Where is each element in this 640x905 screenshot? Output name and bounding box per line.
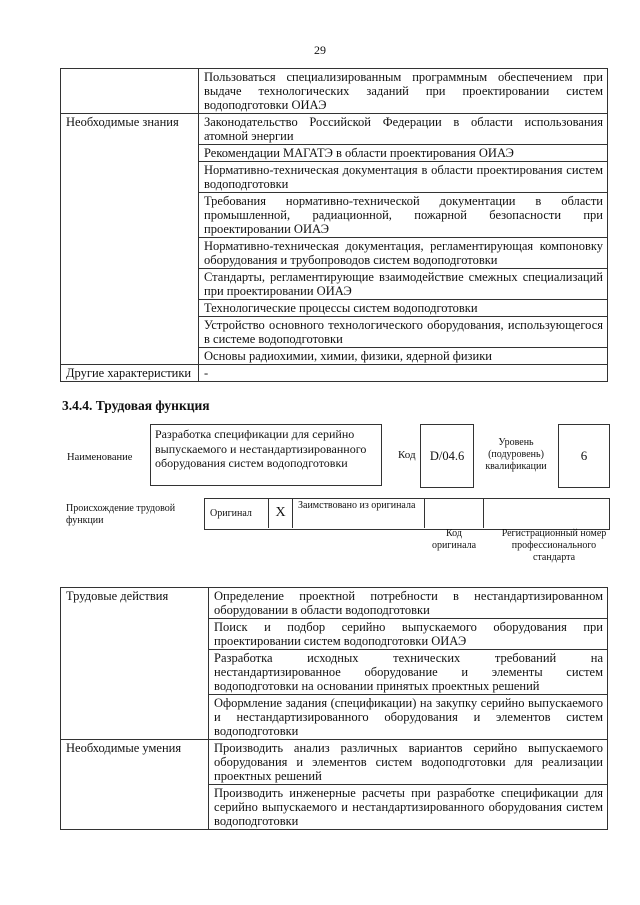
table-row [61,114,608,145]
row-item: Разработка исходных технических требований на нестандартизированное оборудование и элементы систем водоподготовки на основании принятых проектных решений [209,650,608,695]
reg-caption: Регистрационный номер профессионального стандарта [501,528,607,563]
row-item: Нормативно-техническая документация в области проектирования систем водоподготовки [199,162,608,193]
row-item: Стандарты, регламентирующие взаимодействие смежных специализаций при проектировании ОИАЭ [199,269,608,300]
top-table [60,68,608,382]
name-value: Разработка спецификации для серийно выпускаемого и нестандартизированного оборудования систем водоподготовки [150,424,382,486]
table-row [61,588,608,619]
row-label-other: Другие характеристики [61,365,199,382]
level-label: Уровень (подуровень) квалификации [485,437,547,472]
row-label-knowledge: Необходимые знания [61,114,199,365]
level-value: 6 [558,424,610,488]
row-item: Устройство основного технологического оборудования, использующегося в системе водоподготовки [199,317,608,348]
table-row [61,69,608,114]
row-item: Технологические процессы систем водоподготовки [199,300,608,317]
code-label: Код [398,449,416,461]
code-value: D/04.6 [420,424,474,488]
code-original-cell [424,498,484,528]
original-mark: X [275,505,286,520]
page-number: 29 [314,43,326,57]
row-item: Производить анализ различных вариантов серийно выпускаемого оборудования и элементов систем водоподготовки для реализации проектных решений [209,740,608,785]
section-title: 3.4.4. Трудовая функция [62,398,210,413]
row-item: Определение проектной потребности в нестандартизированном оборудовании в области водоподготовки [209,588,608,619]
row-item: Оформление задания (спецификации) на закупку серийно выпускаемого и нестандартизированного оборудования и элементов систем водоподготовки [209,695,608,740]
table-row [61,740,608,785]
name-label: Наименование [67,452,133,463]
table-row [61,365,608,382]
row-label [61,69,199,114]
row-item: Законодательство Российской Федерации в области использования атомной энергии [199,114,608,145]
row-item: Рекомендации МАГАТЭ в области проектирования ОИАЭ [199,145,608,162]
row-item: Основы радиохимии, химии, физики, ядерной физики [199,348,608,365]
row-item: - [199,365,608,382]
original-label: Оригинал [210,508,252,519]
origin-label: Происхождение трудовой функции [66,503,176,526]
borrowed-label: Заимствовано из оригинала [298,500,416,511]
code-caption: Код оригинала [431,528,477,551]
row-label-skills: Необходимые умения [61,740,209,830]
row-item: Требования нормативно-технической документации в области промышленной, радиационной, пожарной безопасности при проектировании ОИАЭ [199,193,608,238]
row-item: Поиск и подбор серийно выпускаемого оборудования при проектировании систем водоподготовки ОИАЭ [209,619,608,650]
row-item: Производить инженерные расчеты при разработке спецификации для серийно выпускаемого и нестандартизированного оборудования систем водоподготовки [209,785,608,830]
row-item: Нормативно-техническая документация, регламентирующая компоновку оборудования и трубопроводов систем водоподготовки [199,238,608,269]
bottom-table [60,587,608,830]
row-item: Пользоваться специализированным программным обеспечением при выдаче технологических заданий при проектировании систем водоподготовки ОИАЭ [199,69,608,114]
row-label-actions: Трудовые действия [61,588,209,740]
